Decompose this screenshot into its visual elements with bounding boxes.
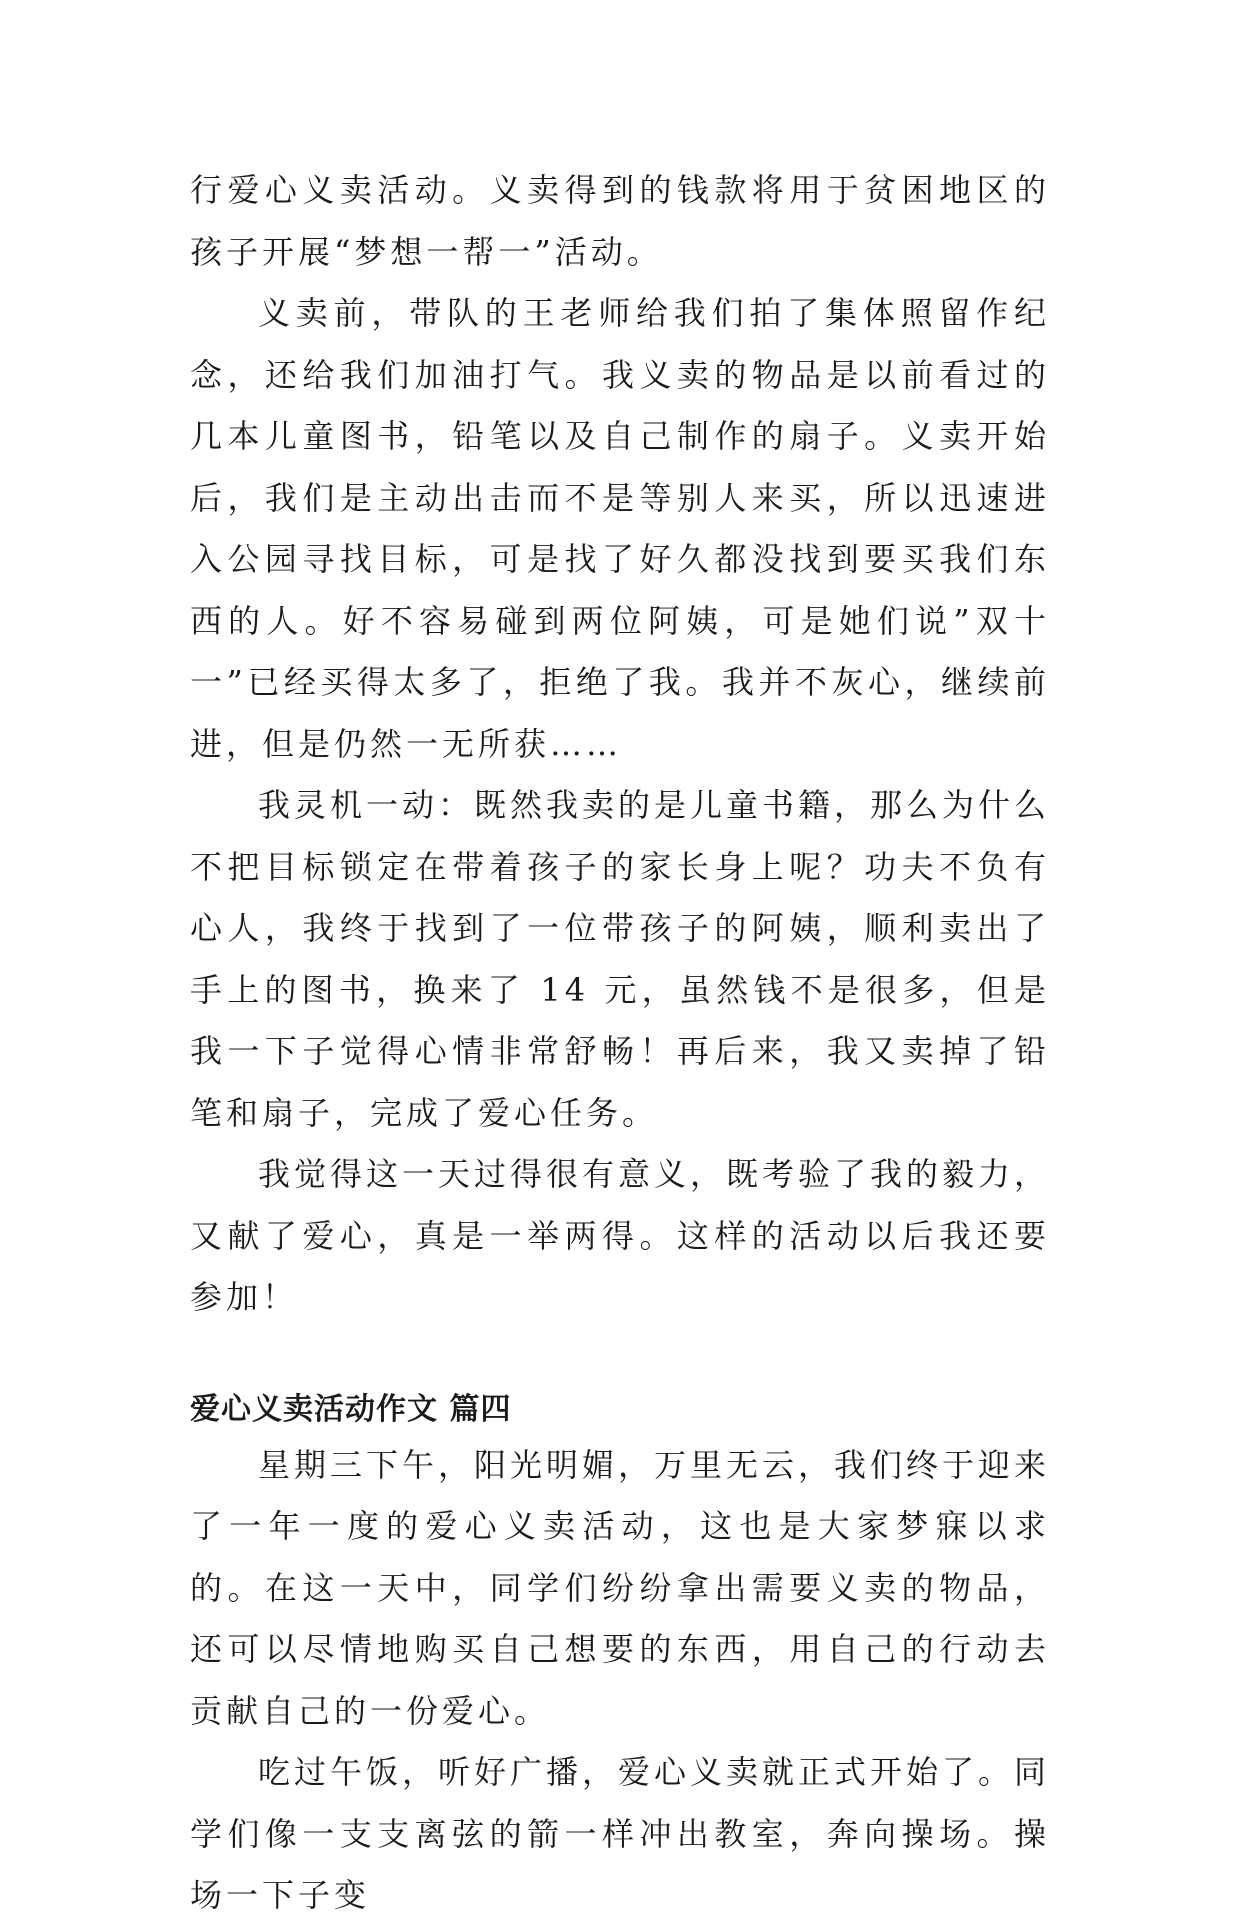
paragraph-section-intro: 星期三下午，阳光明媚，万里无云，我们终于迎来了一年一度的爱心义卖活动，这也是大家梦寐以求的。在这一天中，同学们纷纷拿出需要义卖的物品，还可以尽情地购买自己想要的东西，用自己的行动去贡献自己的一份爱心。 [190, 1445, 1051, 1730]
paragraph-section-start: 吃过午饭，听好广播，爱心义卖就正式开始了。同学们像一支支离弦的箭一样冲出教室，奔向操场。操场一下子变 [190, 1753, 1051, 1914]
paragraph-conclusion: 我觉得这一天过得很有意义，既考验了我的毅力，又献了爱心，真是一举两得。这样的活动以后我还要参加！ [190, 1155, 1051, 1316]
section-title: 爱心义卖活动作文 篇四 [190, 1391, 512, 1427]
paragraph-inspiration: 我灵机一动：既然我卖的是儿童书籍，那么为什么不把目标锁定在带着孩子的家长身上呢？功夫不负有心人，我终于找到了一位带孩子的阿姨，顺利卖出了手上的图书，换来了 14 元，虽然钱不是很多，但是我一下子觉得心情非常舒畅！再后来，我又卖掉了铅笔和扇子，完成了爱心任务。 [190, 786, 1051, 1132]
paragraph-before-sale: 义卖前，带队的王老师给我们拍了集体照留作纪念，还给我们加油打气。我义卖的物品是以前看过的几本儿童图书，铅笔以及自己制作的扇子。义卖开始后，我们是主动出击而不是等别人来买，所以迅速进入公园寻找目标，可是找了好久都没找到要买我们东西的人。好不容易碰到两位阿姨，可是她们说”双十一”已经买得太多了，拒绝了我。我并不灰心，继续前进，但是仍然一无所获…… [190, 294, 1050, 763]
paragraph-continuation: 行爱心义卖活动。义卖得到的钱款将用于贫困地区的孩子开展“梦想一帮一”活动。 [190, 171, 1050, 271]
document-body [190, 160, 1050, 1927]
